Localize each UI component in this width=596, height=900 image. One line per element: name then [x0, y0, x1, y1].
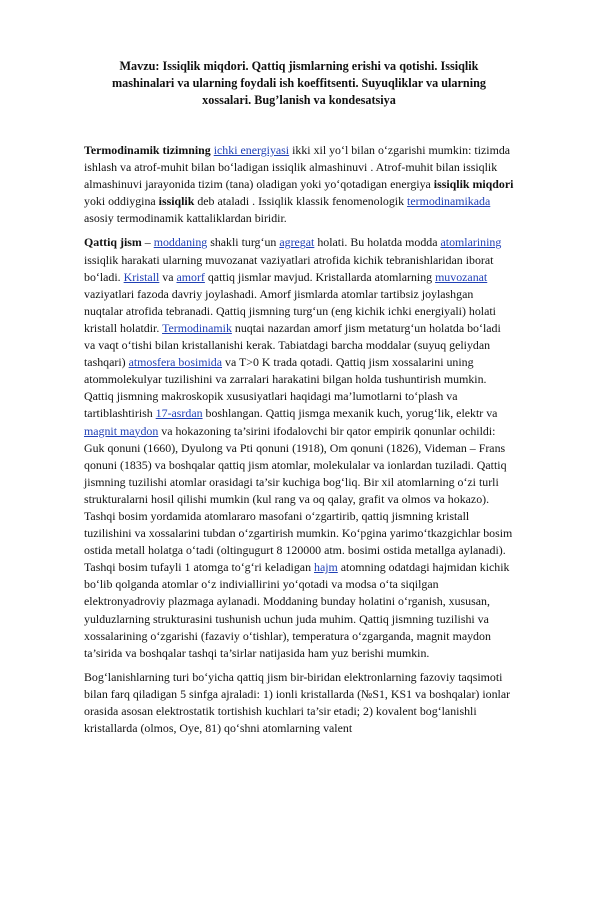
document-page	[0, 58, 596, 900]
bold-term: issiqlik	[158, 194, 195, 209]
link-muvozanat[interactable]: muvozanat	[435, 269, 488, 284]
page-title: Mavzu: Issiqlik miqdori. Qattiq jismlarning erishi va qotishi. Issiqlik mashinalari va ularning foydali ish koeffitsenti. Suyuqliklar va ularning xossalari. Bug’lanish va kondesatsiya	[112, 59, 486, 107]
link-kristall[interactable]: Kristall	[123, 269, 160, 284]
link-atmosfera-bosimida[interactable]: atmosfera bosimida	[128, 355, 223, 370]
paragraph-bond-types: Bog‘lanishlarning turi bo‘yicha qattiq jism bir-biridan elektronlarning fazoviy taqsimoti bilan farq qiladigan 5 sinfga ajraladi: 1) ionli kristallarda (№S1, KS1 va boshqalar) ionlar orasida asosan elektrostatik tortishish kuchlari ta’sir etadi; 2) kovalent bog‘lanishli kristallarda (olmos, Oye, 81) qo‘shni atomlarning valent	[84, 669, 511, 736]
link-17-asrdan[interactable]: 17-asrdan	[155, 406, 203, 421]
link-agregat[interactable]: agregat	[279, 235, 315, 250]
bold-term: Termodinamik tizimning	[84, 143, 214, 157]
link-termodinamik[interactable]: Termodinamik	[162, 320, 232, 335]
link-magnit-maydon[interactable]: magnit maydon	[84, 423, 159, 438]
bold-term: Qattiq jism	[84, 235, 142, 250]
link-moddaning[interactable]: moddaning	[153, 235, 208, 250]
bold-term: issiqlik miqdori	[433, 177, 514, 192]
link-termodinamikada[interactable]: termodinamikada	[407, 194, 491, 209]
link-ichki-energiyasi[interactable]: ichki energiyasi	[213, 143, 290, 157]
paragraph-solid-body: Qattiq jism – moddaning shakli turg‘un agregat holati. Bu holatda modda atomlarining issiqlik harakati ularning muvozanat vaziyatlari atrofida kichik tebranishlaridan iborat bo‘ladi. Kristall va amorf qattiq jismlar mavjud. Kristallarda atomlarning muvozanat vaziyatlari fazoda davriy joylashadi. Amorf jismlarda atomlar tartibsiz joylashgan nuqtalar atrofida tebranadi. Qattiq jismning turg‘un (eng kichik ichki energiyali) holati kristall holatdir. Termodinamik nuqtai nazardan amorf jism metaturg‘un holatda bo‘ladi va vaqt o‘tishi bilan kristallanishi kerak. Tabiatdagi barcha moddalar (suyuq geliydan tashqari) atmosfera bosimida va T>0 K trada qotadi. Qattiq jism xossalarini uning atommolekulyar tuzilishini va zarralari harakatini bilgan holda tushuntirish mumkin. Qattiq jismning makroskopik xususiyatlari haqidagi ma’lumotlarni to‘plash va tartiblashtirish 17-asrdan boshlangan. Qattiq jismga mexanik kuch, yorug‘lik, elektr va magnit maydon va hokazoning ta’sirini ifodalovchi bir qator empirik qonunlar ochildi: Guk qonuni (1660), Dyulong va Pti qonuni (1918), Om qonuni (1826), Videman – Frans qonuni (1835) va boshqalar qattiq jism atomlar, molekulalar va ionlardan tuziladi. Qattiq jismning tuzilishi atomlar orasidagi ta’sir kuchiga bog‘liq. Bir xil atomlarning o‘zi turli strukturalarni hosil qilishi mumkin (kul rang va oq qalay, grafit va olmos va hokazo). Tashqi bosim yordamida atomlararo masofani o‘zgartirib, qattiq jismning kristall tuzilishini va xossalarini tubdan o‘zgartirish mumkin. Ko‘pgina yarimo‘tkazgichlar bosim ostida metall holatga o‘tadi (oltingugurt 8 120000 atm. bosimi ostida metallga aylanadi). Tashqi bosim tufayli 1 atomga to‘g‘ri keladigan hajm atomning odatdagi hajmidan kichik bo‘lib qolganda atomlar o‘z indiviallігini yo‘qotadi va modsa o‘ta siqilgan elektronyadroviy plazmaga aylanadi. Moddaning bunday holatini o‘rganish, xususan, yulduzlarning strukturasini tushunish uchun juda muhim. Qattiq jismning tuzilishi va xossalarining o‘zgarishi (fazaviy o‘tishlar), temperatura o‘zgarganda, magnit maydon ta’sirida va boshqalar tashqi ta’sirlar natijasida ham yuz berishi mumkin.	[84, 235, 513, 660]
link-atomlarining[interactable]: atomlarining	[440, 235, 502, 250]
paragraph-thermodynamics: Termodinamik tizimning ichki energiyasi ikki xil yo‘l bilan o‘zgarishi mumkin: tizimda ishlash va atrof-muhit bilan bo‘ladigan issiqlik almashinuvi . Atrof-muhit bilan issiqlik almashinuvi jarayonida tizim (tana) oladigan yoki yo‘qotadigan energiya issiqlik miqdori yoki oddiygina issiqlik deb ataladi . Issiqlik klassik fenomenologik termodinamikada asosiy termodinamik kattaliklardan biridir.	[84, 143, 514, 226]
document-body	[84, 142, 514, 737]
link-amorf[interactable]: amorf	[176, 269, 205, 284]
link-hajm[interactable]: hajm	[314, 560, 338, 575]
